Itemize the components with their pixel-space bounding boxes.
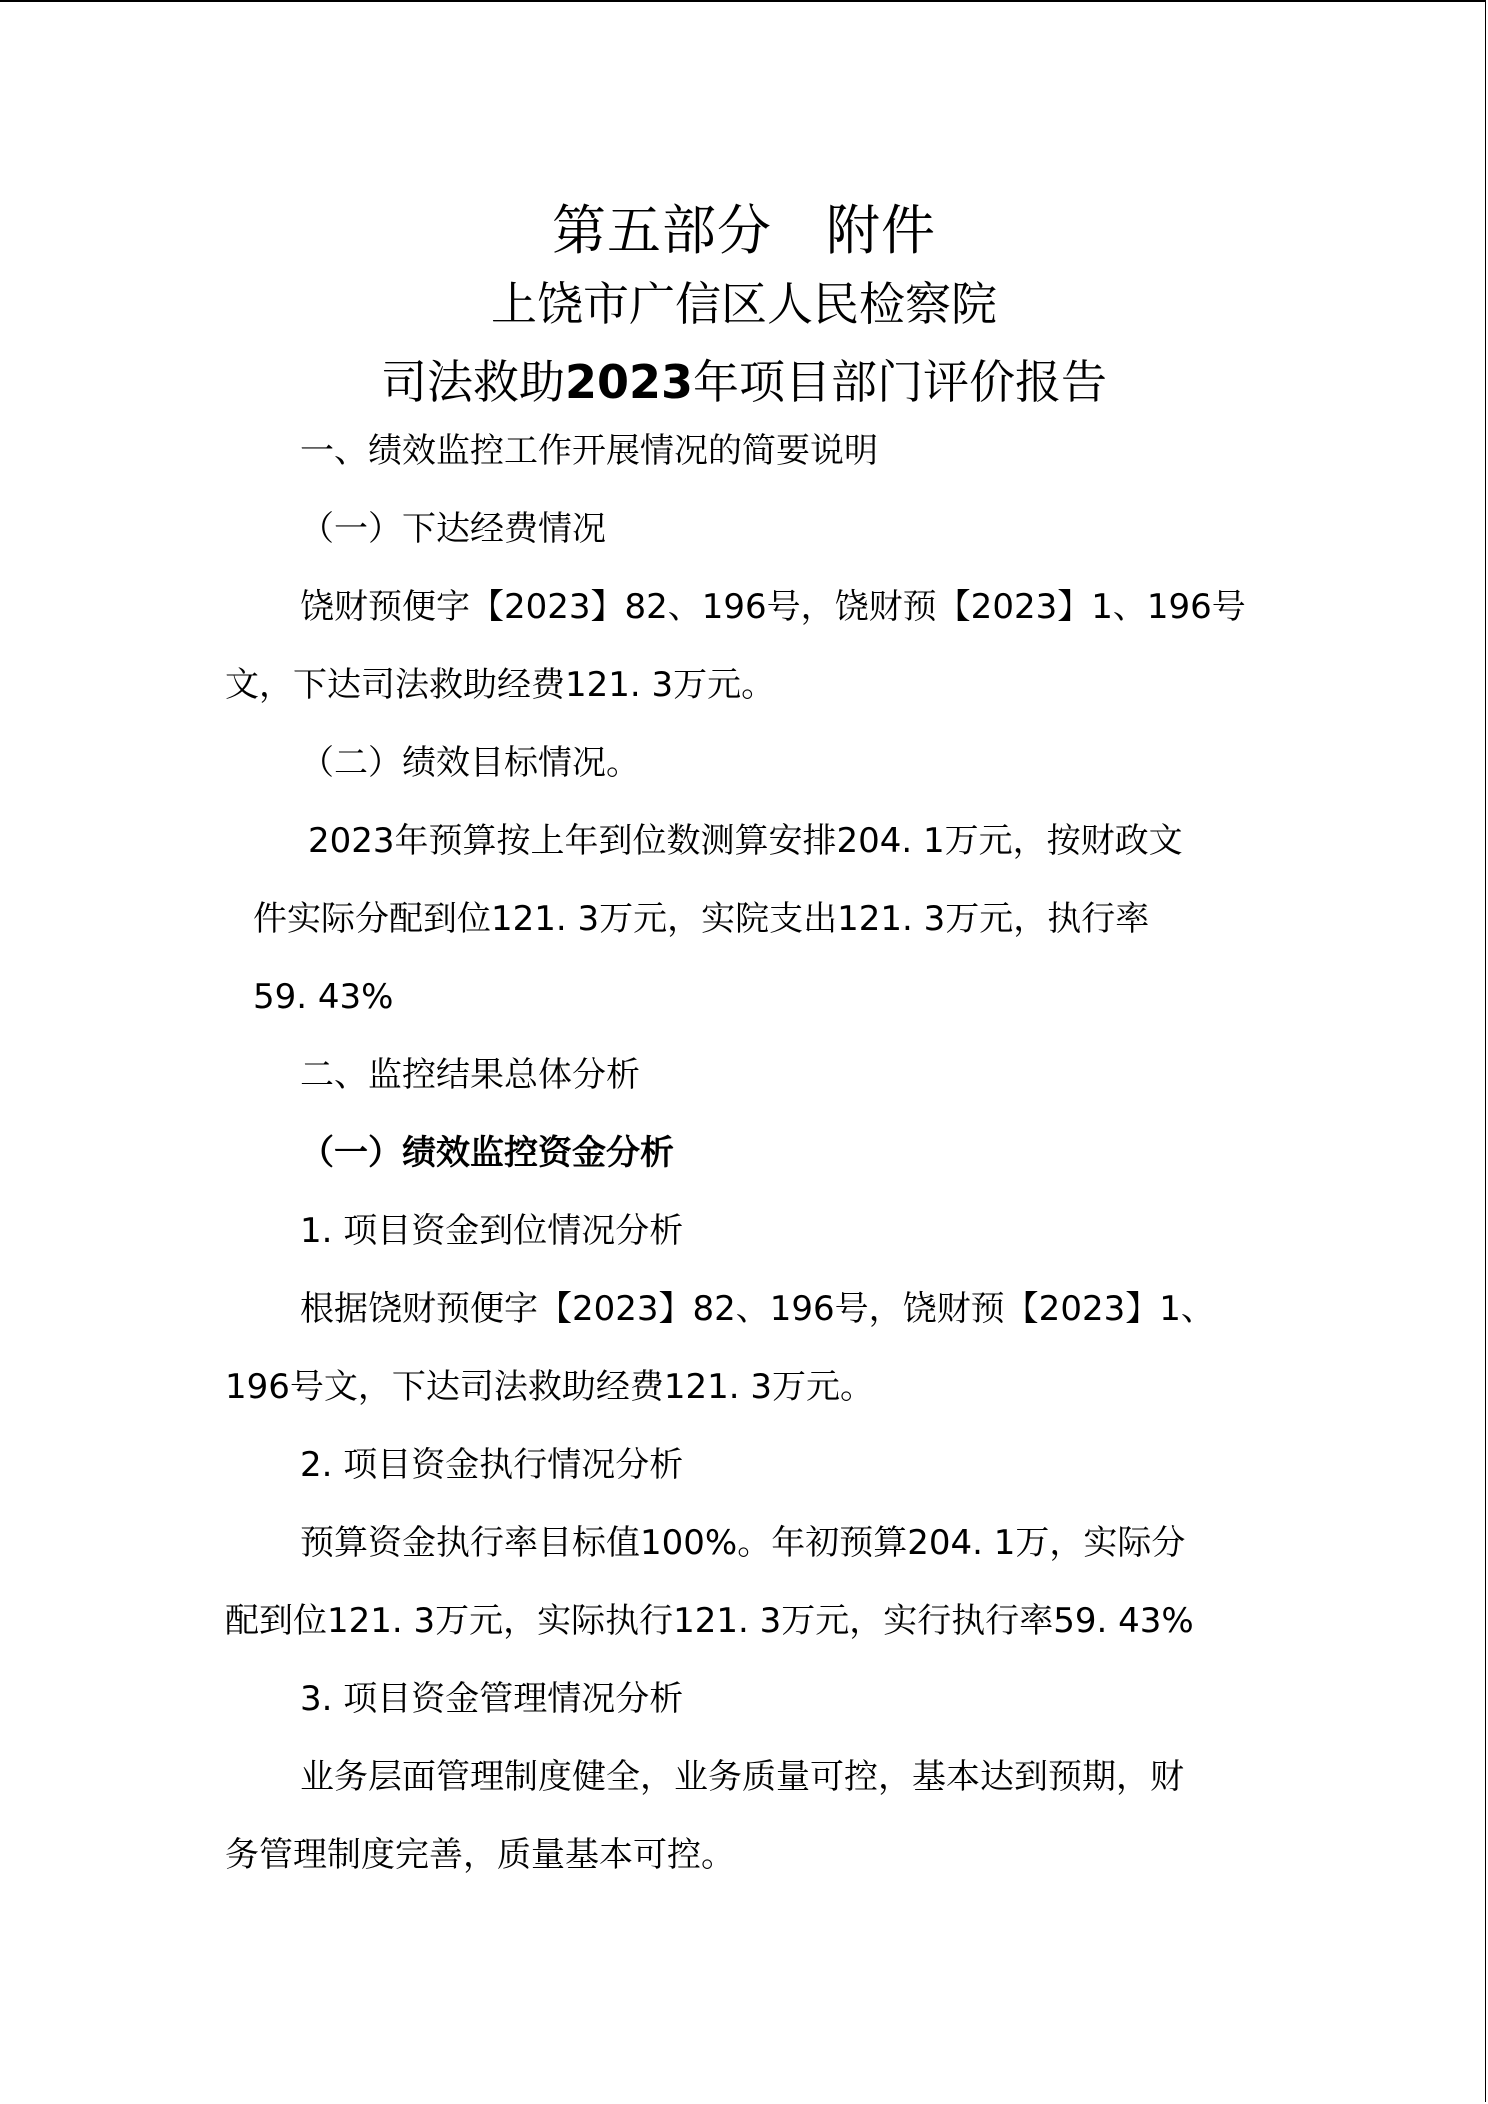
paragraph-line: 件实际分配到位121. 3万元，实院支出121. 3万元，执行率 <box>253 899 1150 939</box>
section-heading-2: 二、监控结果总体分析 <box>300 1055 640 1095</box>
paragraph-line: 196号文，下达司法救助经费121. 3万元。 <box>225 1367 875 1407</box>
paragraph-line: 59. 43% <box>253 977 394 1017</box>
attachment-title-text: 附件 <box>826 199 936 262</box>
section-heading-1: 一、绩效监控工作开展情况的简要说明 <box>300 431 878 471</box>
report-title-year: 2023 <box>564 355 694 409</box>
item-heading: 2. 项目资金执行情况分析 <box>300 1445 684 1485</box>
paragraph-line: 务管理制度完善，质量基本可控。 <box>225 1835 735 1875</box>
item-heading: 3. 项目资金管理情况分析 <box>300 1679 684 1719</box>
subsection-heading: （二）绩效目标情况。 <box>300 743 640 783</box>
organization-title: 上饶市广信区人民检察院 <box>491 277 997 331</box>
paragraph-line: 业务层面管理制度健全，业务质量可控，基本达到预期，财 <box>300 1757 1184 1797</box>
paragraph-line: 2023年预算按上年到位数测算安排204. 1万元，按财政文 <box>308 821 1183 861</box>
part-title <box>0 188 1488 265</box>
subsection-heading: （一）下达经费情况 <box>300 509 606 549</box>
subsection-heading-bold: （一）绩效监控资金分析 <box>300 1133 674 1173</box>
paragraph-line: 预算资金执行率目标值100%。年初预算204. 1万，实际分 <box>300 1523 1186 1563</box>
report-title-suffix: 年项目部门评价报告 <box>693 355 1108 409</box>
paragraph-line: 饶财预便字【2023】82、196号，饶财预【2023】1、196号 <box>300 587 1246 627</box>
report-title-prefix: 司法救助 <box>380 355 565 409</box>
part-title-text: 第五部分 <box>552 199 772 262</box>
paragraph-line: 文，下达司法救助经费121. 3万元。 <box>225 665 776 705</box>
paragraph-line: 配到位121. 3万元，实际执行121. 3万元，实行执行率59. 43% <box>225 1601 1194 1641</box>
paragraph-line: 根据饶财预便字【2023】82、196号，饶财预【2023】1、 <box>300 1289 1215 1329</box>
item-heading: 1. 项目资金到位情况分析 <box>300 1211 684 1251</box>
report-title <box>0 346 1488 412</box>
